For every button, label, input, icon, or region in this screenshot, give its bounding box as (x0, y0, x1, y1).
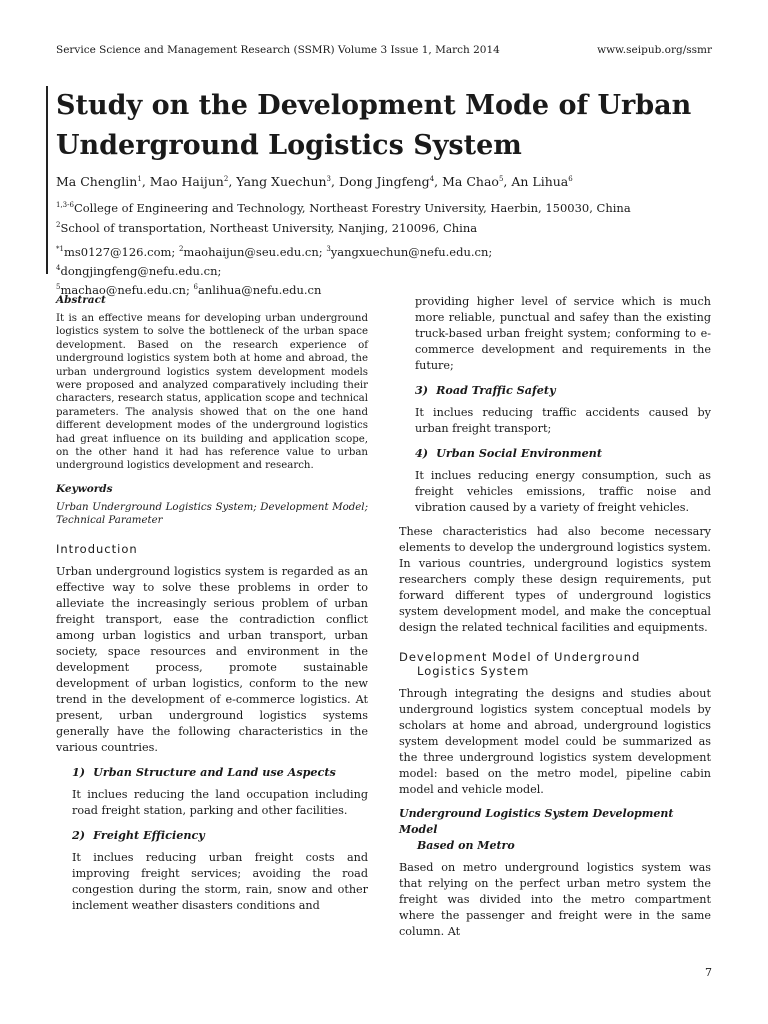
affiliation-sup: 2 (56, 221, 61, 230)
subsection-3-text: It inclues reducing traffic accidents caused by urban freight transport; (415, 406, 711, 435)
affiliation-text: College of Engineering and Technology, Northeast Forestry University, Haerbin, 150030, China (73, 201, 631, 215)
subsection-1-text: It inclues reducing the land occupation including road freight station, parking and other facilities. (72, 787, 368, 817)
subsection-number: 2) (72, 827, 86, 842)
heading-line: Development Model of Underground (399, 650, 641, 664)
author-list: Ma Chenglin$^1$, Mao Haijun$^2$, Yang Xuechun$^3$, Dong Jingfeng$^4$, Ma Chao$^5$, An Lihua$^6$ (56, 174, 573, 189)
left-column (56, 294, 368, 922)
affiliation-sup: 1,3-6 (56, 201, 74, 210)
right-column (399, 294, 711, 948)
characteristics-paragraph: These characteristics had also become necessary elements to develop the underground logistics system. In various countries, underground logistics system researchers comply these design requirements, put forward different types of underground logistics system development model, and make the conceptual design the related technical facilities and equipments. (399, 525, 711, 634)
email-link[interactable]: yangxuechun@nefu.edu.cn; (330, 244, 493, 259)
email-sup: 5 (56, 282, 61, 291)
email-link[interactable]: anlihua@nefu.edu.cn (197, 282, 322, 297)
affiliation-2 (56, 221, 477, 235)
subheading-line: Underground Logistics System Development Model (399, 807, 674, 836)
development-model-paragraph: Through integrating the designs and studies about underground logistics system conceptual models by scholars at home and abroad, underground logistics system development model could be summarized as the three underground logistics system development model: based on the metro model, pipeline cabin model and vehicle model. (399, 687, 711, 796)
author-sup: 5 (498, 174, 504, 183)
email-sup: 6 (193, 282, 198, 291)
subsection-title: Urban Structure and Land use Aspects (93, 764, 336, 779)
affiliation-1 (56, 201, 631, 215)
subsection-number: 1) (72, 764, 86, 779)
metro-paragraph: Based on metro underground logistics system was that relying on the perfect urban metro system the freight was divided into the metro compartment where the passenger and freight were in the same column. At (399, 861, 711, 938)
author-sup: 6 (568, 174, 573, 183)
email-sup: 2 (178, 245, 184, 253)
email-link[interactable]: maohaijun@seu.edu.cn; (183, 244, 327, 259)
abstract-text: It is an effective means for developing urban underground logistics system to solve the bottleneck of the urban space development. Based on the research experience of underground logistics system both at home and abroad, the urban underground logistics system development models were proposed and analyzed comparatively including their characters, research status, application scope and technical parameters. The analysis showed that on the one hand different development modes of the underground logistics had great influence on its building and application scope, on the other hand it had has reference value to urban underground logistics development and research. (56, 313, 368, 472)
email-sup: 3 (326, 245, 331, 253)
subsection-title: Freight Efficiency (93, 827, 205, 842)
introduction-paragraph: Urban underground logistics system is regarded as an effective way to solve these problems in order to alleviate the increasingly serious problem of urban freight transport, ease the contradiction conflict among urban logistics and urban transport, urban society, space resources and environment in the development process, promote sustainable development of urban logistics, conform to the new trend in the development of e-commerce logistics. At present, urban underground logistics systems generally have the following characteristics in the various countries. (56, 564, 368, 754)
subsection-title: Urban Social Environment (436, 446, 602, 460)
journal-header: Service Science and Management Research (SSMR) Volume 3 Issue 1, March 2014 (56, 44, 500, 56)
title-accent-bar (46, 86, 48, 274)
email-sup: 4 (56, 263, 61, 272)
subsection-1-heading (72, 764, 368, 781)
keywords-heading: Keywords (56, 482, 113, 495)
paper-title: Study on the Development Mode of Urban Underground Logistics System (56, 90, 692, 161)
author-name: Mao Haijun (149, 174, 224, 189)
email-list (56, 241, 656, 297)
subsection-2-heading (72, 827, 368, 844)
email-link[interactable]: machao@nefu.edu.cn; (60, 282, 194, 297)
subsection-2-continued: providing higher level of service which is much more reliable, punctual and safey than the existing truck-based urban freight system; conforming to e-commerce development and requirements in the future; (415, 295, 711, 372)
affiliation-text: School of transportation, Northeast University, Nanjing, 210096, China (60, 221, 478, 235)
journal-url[interactable]: www.seipub.org/ssmr (597, 44, 712, 56)
development-model-heading (399, 650, 711, 678)
email-link[interactable]: dongjingfeng@nefu.edu.cn; (60, 263, 222, 278)
author-sup: 3 (326, 174, 332, 183)
author-name: Dong Jingfeng (338, 174, 430, 189)
subsection-number: 3) (415, 383, 429, 397)
author-name: Ma Chenglin (56, 174, 138, 189)
introduction-heading: Introduction (56, 541, 138, 556)
subsection-3-heading (415, 382, 711, 399)
author-name: Ma Chao (442, 174, 499, 189)
subsection-4-text: It inclues reducing energy consumption, such as freight vehicles emissions, traffic noise and vibration caused by a variety of freight vehicles. (415, 469, 711, 514)
metro-subheading (399, 806, 711, 854)
author-sup: 4 (429, 174, 435, 183)
subsection-number: 4) (415, 446, 429, 460)
author-sup: 1 (137, 174, 142, 183)
author-sup: 2 (223, 174, 229, 183)
subsection-title: Road Traffic Safety (436, 383, 556, 397)
author-name: Yang Xuechun (236, 174, 327, 189)
subheading-line: Based on Metro (417, 839, 515, 852)
email-sup: *1 (56, 245, 64, 253)
keywords-text: Urban Underground Logistics System; Development Model; Technical Parameter (56, 501, 368, 527)
heading-line: Logistics System (417, 664, 530, 678)
subsection-4-heading (415, 445, 711, 462)
page-number: 7 (705, 966, 712, 979)
abstract-heading: Abstract (56, 294, 106, 306)
email-link[interactable]: ms0127@126.com; (63, 244, 179, 259)
subsection-2-text: It inclues reducing urban freight costs and improving freight services; avoiding the road congestion during the storm, rain, snow and other inclement weather disasters conditions and (72, 850, 368, 912)
author-name: An Lihua (511, 174, 569, 189)
